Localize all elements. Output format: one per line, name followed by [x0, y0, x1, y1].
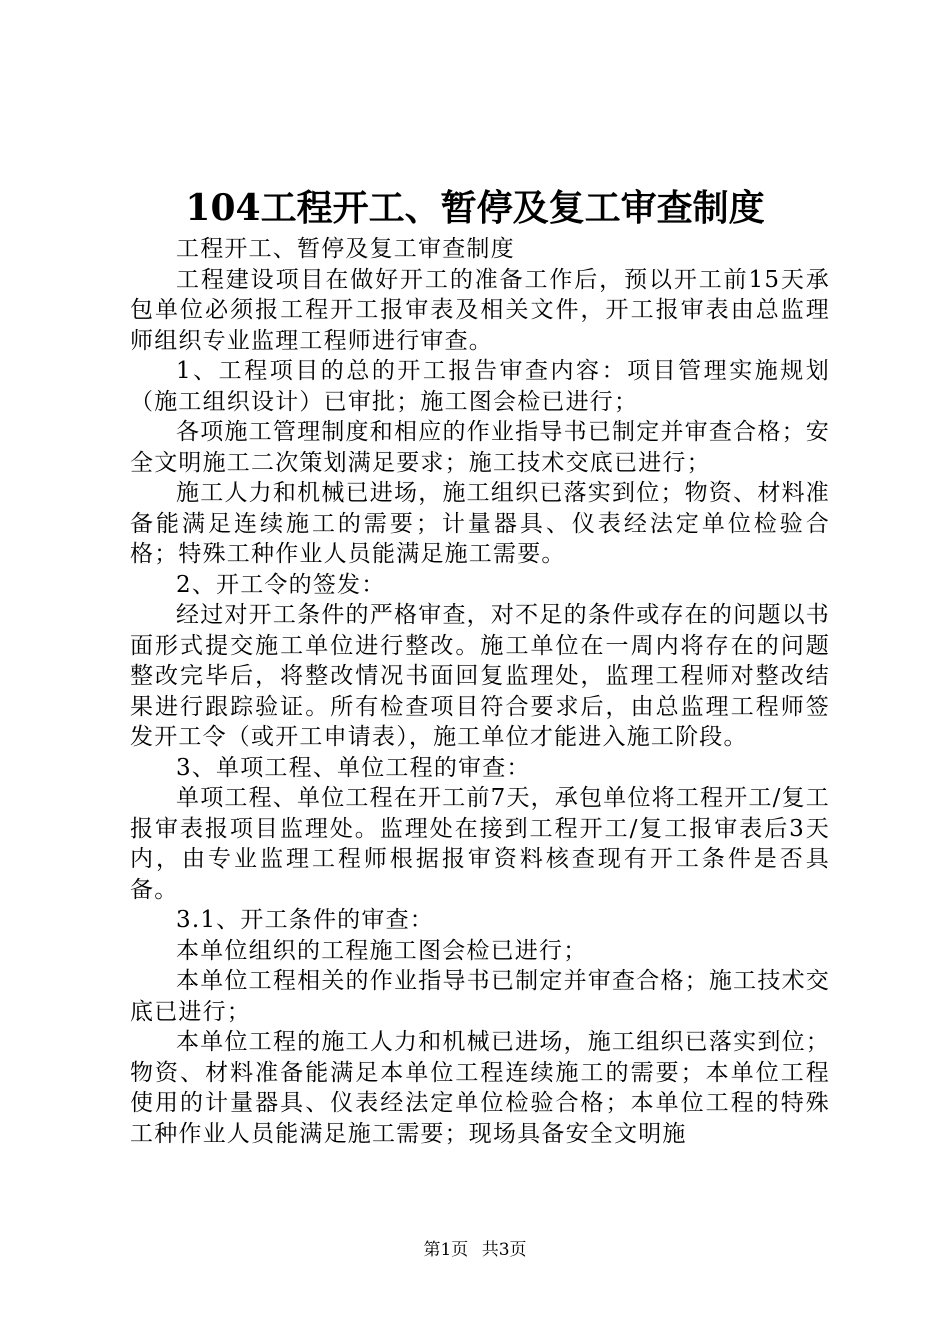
- document-title: 104工程开工、暂停及复工审查制度: [185, 187, 765, 229]
- paragraph: 本单位工程相关的作业指导书已制定并审查合格；施工技术交底已进行；: [130, 968, 830, 1025]
- paragraph: 经过对开工条件的严格审查，对不足的条件或存在的问题以书面形式提交施工单位进行整改。施工单位在一周内将存在的问题整改完毕后，将整改情况书面回复监理处，监理工程师对整改结果进行跟踪验证。所有检查项目符合要求后，由总监理工程师签发开工令（或开工申请表），施工单位才能进入施工阶段。: [130, 602, 830, 750]
- paragraph: 单项工程、单位工程在开工前7天，承包单位将工程开工/复工报审表报项目监理处。监理处在接到工程开工/复工报审表后3天内，由专业监理工程师根据报审资料核查现有开工条件是否具备。: [130, 785, 830, 903]
- paragraph: 工程建设项目在做好开工的准备工作后，预以开工前15天承包单位必须报工程开工报审表及相关文件，开工报审表由总监理师组织专业监理工程师进行审查。: [130, 266, 830, 354]
- paragraph: 施工人力和机械已进场，施工组织已落实到位；物资、材料准备能满足连续施工的需要；计量器具、仪表经法定单位检验合格；特殊工种作业人员能满足施工需要。: [130, 480, 830, 567]
- section-heading: 3.1、开工条件的审查：: [176, 907, 434, 933]
- paragraph: 工程开工、暂停及复工审查制度: [176, 236, 515, 262]
- page-footer: [0, 1238, 950, 1262]
- section-heading: 2、开工令的签发：: [176, 571, 386, 598]
- page-total: 共3页: [481, 1240, 527, 1260]
- document-body: [130, 234, 830, 1149]
- paragraph: 本单位工程的施工人力和机械已进场，施工组织已落实到位；物资、材料准备能满足本单位工程连续施工的需要；本单位工程使用的计量器具、仪表经法定单位检验合格；本单位工程的特殊工种作业人员能满足施工需要；现场具备安全文明施: [130, 1029, 830, 1147]
- paragraph: 1、工程项目的总的开工报告审查内容：项目管理实施规划（施工组织设计）已审批；施工图会检已进行；: [130, 358, 830, 415]
- paragraph: 各项施工管理制度和相应的作业指导书已制定并审查合格；安全文明施工二次策划满足要求；施工技术交底已进行；: [130, 419, 830, 476]
- section-heading: 3、单项工程、单位工程的审查：: [176, 754, 531, 781]
- page-number: 第1页: [423, 1240, 469, 1260]
- paragraph: 本单位组织的工程施工图会检已进行；: [176, 937, 588, 964]
